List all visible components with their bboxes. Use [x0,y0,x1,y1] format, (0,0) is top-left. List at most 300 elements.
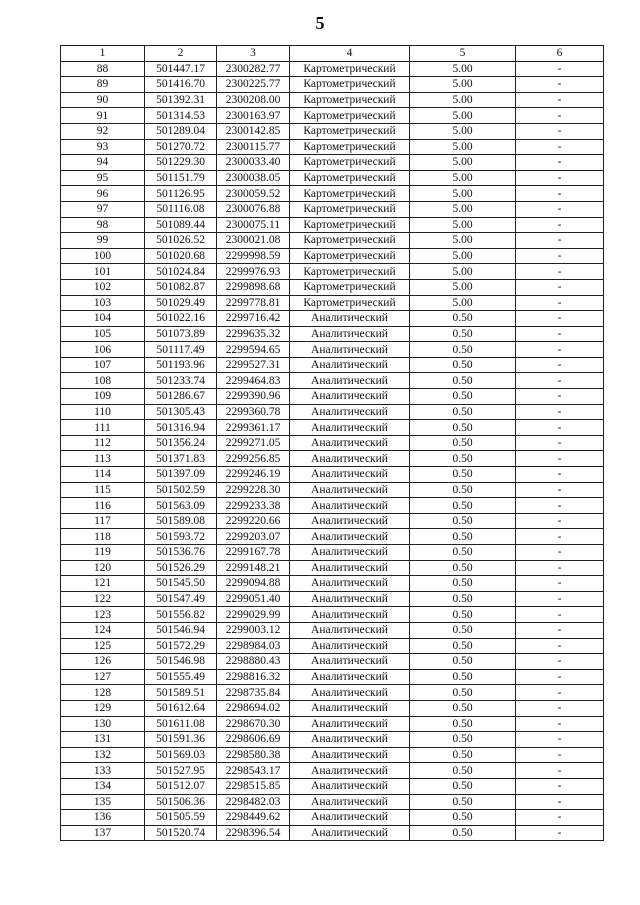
table-cell: 0.50 [410,373,516,389]
table-cell: 5.00 [410,248,516,264]
table-cell: 5.00 [410,201,516,217]
table-cell: 5.00 [410,217,516,233]
table-row [61,700,604,716]
table-cell: 501371.83 [145,451,217,467]
table-cell: 2298735.84 [217,685,290,701]
table-cell: 501572.29 [145,638,217,654]
table-cell: 121 [61,576,145,592]
table-cell: - [516,404,604,420]
table-cell: 501392.31 [145,92,217,108]
table-cell: 0.50 [410,545,516,561]
table-cell: - [516,155,604,171]
table-cell: 2300163.97 [217,108,290,124]
table-cell: Картометрический [290,217,410,233]
table-cell: Картометрический [290,77,410,93]
table-cell: 0.50 [410,404,516,420]
table-row [61,108,604,124]
table-cell: 2299594.65 [217,342,290,358]
table-row [61,342,604,358]
table-cell: 501314.53 [145,108,217,124]
table-cell: 5.00 [410,264,516,280]
table-cell: 89 [61,77,145,93]
table-cell: 501289.04 [145,123,217,139]
table-row [61,77,604,93]
table-cell: 111 [61,420,145,436]
table-cell: Картометрический [290,61,410,77]
table-row [61,435,604,451]
table-cell: 2300225.77 [217,77,290,93]
table-cell: - [516,279,604,295]
table-cell: Аналитический [290,700,410,716]
table-cell: Аналитический [290,342,410,358]
table-cell: 105 [61,326,145,342]
table-cell: 0.50 [410,467,516,483]
table-cell: 5.00 [410,295,516,311]
table-cell: Картометрический [290,92,410,108]
table-cell: 136 [61,810,145,826]
table-cell: Картометрический [290,264,410,280]
table-cell: Аналитический [290,591,410,607]
table-cell: Аналитический [290,763,410,779]
table-cell: - [516,342,604,358]
table-row [61,607,604,623]
table-cell: - [516,716,604,732]
table-cell: 131 [61,732,145,748]
table-row [61,654,604,670]
table-cell: 501536.76 [145,545,217,561]
table-cell: - [516,139,604,155]
table-cell: 2298449.62 [217,810,290,826]
table-cell: 97 [61,201,145,217]
table-cell: 501505.59 [145,810,217,826]
table-cell: Картометрический [290,279,410,295]
table-cell: 501502.59 [145,482,217,498]
table-cell: 93 [61,139,145,155]
table-cell: 5.00 [410,123,516,139]
table-cell: 0.50 [410,607,516,623]
table-row [61,513,604,529]
table-cell: 0.50 [410,342,516,358]
table-row [61,201,604,217]
table-cell: Картометрический [290,123,410,139]
table-row [61,233,604,249]
table-cell: 0.50 [410,389,516,405]
table-cell: 2299256.85 [217,451,290,467]
table-cell: 501082.87 [145,279,217,295]
table-cell: Картометрический [290,155,410,171]
table-cell: 2298580.38 [217,747,290,763]
table-cell: 2299094.88 [217,576,290,592]
table-cell: 501416.70 [145,77,217,93]
table-cell: 501611.08 [145,716,217,732]
table-cell: 501305.43 [145,404,217,420]
table-cell: Аналитический [290,389,410,405]
table-cell: - [516,311,604,327]
table-cell: 0.50 [410,591,516,607]
table-cell: 501116.08 [145,201,217,217]
table-row [61,186,604,202]
table-cell: 120 [61,560,145,576]
table-cell: 107 [61,357,145,373]
table-cell: 2300115.77 [217,139,290,155]
table-cell: 2300282.77 [217,61,290,77]
table-cell: 2299527.31 [217,357,290,373]
table-cell: 94 [61,155,145,171]
table-cell: 2300038.05 [217,170,290,186]
table-cell: 92 [61,123,145,139]
table-cell: Аналитический [290,529,410,545]
table-cell: 0.50 [410,654,516,670]
table-row [61,326,604,342]
table-row [61,716,604,732]
coordinates-table [60,45,604,841]
table-cell: Картометрический [290,201,410,217]
table-cell: 0.50 [410,669,516,685]
table-cell: 5.00 [410,92,516,108]
table-row [61,638,604,654]
table-cell: 2300076.88 [217,201,290,217]
table-cell: Аналитический [290,467,410,483]
table-cell: 2298482.03 [217,794,290,810]
table-row [61,591,604,607]
table-row [61,732,604,748]
table-cell: - [516,732,604,748]
table-cell: 5.00 [410,170,516,186]
table-cell: - [516,467,604,483]
table-cell: 5.00 [410,139,516,155]
table-cell: Аналитический [290,451,410,467]
table-cell: 2299778.81 [217,295,290,311]
table-cell: 501089.44 [145,217,217,233]
table-cell: 501563.09 [145,498,217,514]
table-row [61,685,604,701]
table-cell: - [516,264,604,280]
table-cell: 501073.89 [145,326,217,342]
table-row [61,123,604,139]
table-row [61,810,604,826]
table-cell: Аналитический [290,357,410,373]
table-cell: 0.50 [410,451,516,467]
table-cell: 2300059.52 [217,186,290,202]
table-cell: 2299998.59 [217,248,290,264]
table-cell: 2298543.17 [217,763,290,779]
table-cell: 2299390.96 [217,389,290,405]
table-cell: 501556.82 [145,607,217,623]
table-cell: Картометрический [290,295,410,311]
table-cell: 2298694.02 [217,700,290,716]
table-cell: Картометрический [290,186,410,202]
table-cell: 501356.24 [145,435,217,451]
table-cell: 0.50 [410,529,516,545]
table-cell: 119 [61,545,145,561]
table-cell: - [516,123,604,139]
table-cell: - [516,92,604,108]
table-cell: 501569.03 [145,747,217,763]
column-header: 1 [61,46,145,62]
table-cell: 0.50 [410,778,516,794]
table-cell: 0.50 [410,326,516,342]
table-row [61,170,604,186]
table-cell: 501233.74 [145,373,217,389]
table-cell: 2298606.69 [217,732,290,748]
table-cell: Аналитический [290,669,410,685]
table-cell: - [516,326,604,342]
table-cell: 104 [61,311,145,327]
table-cell: 0.50 [410,732,516,748]
table-cell: Аналитический [290,482,410,498]
table-cell: 2300033.40 [217,155,290,171]
table-cell: 501589.51 [145,685,217,701]
table-cell: 0.50 [410,560,516,576]
table-cell: 501520.74 [145,825,217,841]
table-cell: 101 [61,264,145,280]
table-cell: 108 [61,373,145,389]
table-cell: 129 [61,700,145,716]
column-header: 6 [516,46,604,62]
table-cell: 501555.49 [145,669,217,685]
table-cell: 98 [61,217,145,233]
table-cell: 501024.84 [145,264,217,280]
table-cell: 5.00 [410,155,516,171]
table-cell: 501316.94 [145,420,217,436]
table-cell: - [516,201,604,217]
table-cell: 501029.49 [145,295,217,311]
table-cell: - [516,389,604,405]
table-cell: 2299228.30 [217,482,290,498]
table-cell: 2299976.93 [217,264,290,280]
table-cell: 127 [61,669,145,685]
table-row [61,404,604,420]
table-cell: 501546.98 [145,654,217,670]
table-cell: 0.50 [410,794,516,810]
table-cell: Аналитический [290,732,410,748]
table-cell: 122 [61,591,145,607]
column-header: 4 [290,46,410,62]
table-cell: 113 [61,451,145,467]
table-cell: - [516,747,604,763]
column-header: 3 [217,46,290,62]
table-row [61,622,604,638]
table-cell: 137 [61,825,145,841]
table-cell: 501591.36 [145,732,217,748]
table-cell: 128 [61,685,145,701]
table-cell: Аналитический [290,778,410,794]
table-row [61,794,604,810]
table-cell: 501020.68 [145,248,217,264]
table-row [61,357,604,373]
table-cell: 114 [61,467,145,483]
table-cell: 2300208.00 [217,92,290,108]
table-cell: 90 [61,92,145,108]
table-cell: Картометрический [290,170,410,186]
table-cell: 501151.79 [145,170,217,186]
table-cell: - [516,233,604,249]
table-cell: 501026.52 [145,233,217,249]
table-cell: 2299233.38 [217,498,290,514]
table-cell: Аналитический [290,825,410,841]
table-cell: - [516,560,604,576]
table-row [61,248,604,264]
table-cell: Аналитический [290,560,410,576]
table-cell: Аналитический [290,607,410,623]
table-cell: 0.50 [410,357,516,373]
table-cell: 0.50 [410,716,516,732]
table-row [61,498,604,514]
table-cell: 0.50 [410,763,516,779]
table-cell: 501546.94 [145,622,217,638]
table-cell: 0.50 [410,435,516,451]
table-cell: - [516,482,604,498]
table-cell: Аналитический [290,513,410,529]
table-cell: 501526.29 [145,560,217,576]
table-cell: 501022.16 [145,311,217,327]
table-cell: - [516,607,604,623]
table-cell: - [516,513,604,529]
table-cell: 2298396.54 [217,825,290,841]
table-cell: 116 [61,498,145,514]
table-cell: 96 [61,186,145,202]
table-cell: Аналитический [290,576,410,592]
table-cell: - [516,217,604,233]
table-cell: 2299203.07 [217,529,290,545]
table-cell: 501126.95 [145,186,217,202]
table-cell: 103 [61,295,145,311]
table-cell: 134 [61,778,145,794]
table-cell: - [516,295,604,311]
table-cell: - [516,825,604,841]
table-cell: Аналитический [290,404,410,420]
table-cell: 5.00 [410,77,516,93]
table-cell: 2298816.32 [217,669,290,685]
table-row [61,217,604,233]
table-cell: 2298670.30 [217,716,290,732]
table-cell: 2299716.42 [217,311,290,327]
table-cell: - [516,591,604,607]
table-row [61,576,604,592]
table-cell: Аналитический [290,435,410,451]
table-cell: - [516,638,604,654]
table-cell: - [516,778,604,794]
table-cell: 2299635.32 [217,326,290,342]
table-cell: 0.50 [410,622,516,638]
table-cell: 501547.49 [145,591,217,607]
table-cell: 2298515.85 [217,778,290,794]
table-cell: - [516,810,604,826]
table-cell: 501117.49 [145,342,217,358]
table-cell: 0.50 [410,311,516,327]
table-cell: 126 [61,654,145,670]
table-row [61,420,604,436]
table-row [61,389,604,405]
page-number: 5 [315,13,325,33]
table-row [61,61,604,77]
table-cell: 106 [61,342,145,358]
table-cell: Аналитический [290,685,410,701]
table-cell: 2299898.68 [217,279,290,295]
table-cell: 112 [61,435,145,451]
table-cell: - [516,576,604,592]
table-cell: - [516,529,604,545]
table-row [61,669,604,685]
table-cell: - [516,685,604,701]
table-cell: Аналитический [290,311,410,327]
table-cell: 2299029.99 [217,607,290,623]
table-cell: 109 [61,389,145,405]
table-cell: Аналитический [290,794,410,810]
table-cell: 501612.64 [145,700,217,716]
table-cell: 5.00 [410,279,516,295]
table-cell: 0.50 [410,420,516,436]
table-cell: 0.50 [410,576,516,592]
table-cell: 501506.36 [145,794,217,810]
table-cell: 501447.17 [145,61,217,77]
table-cell: - [516,794,604,810]
table-row [61,264,604,280]
table-cell: 0.50 [410,700,516,716]
table-cell: Аналитический [290,810,410,826]
table-cell: 5.00 [410,233,516,249]
table-cell: 2299246.19 [217,467,290,483]
table-header-row [61,46,604,62]
table-cell: 2299361.17 [217,420,290,436]
table-cell: 2300075.11 [217,217,290,233]
table-cell: - [516,373,604,389]
table-cell: Аналитический [290,654,410,670]
table-cell: - [516,545,604,561]
table-cell: - [516,420,604,436]
table-cell: 2299464.83 [217,373,290,389]
table-row [61,279,604,295]
table-cell: Картометрический [290,139,410,155]
table-cell: 0.50 [410,513,516,529]
table-cell: 88 [61,61,145,77]
table-cell: 124 [61,622,145,638]
table-row [61,139,604,155]
table-row [61,560,604,576]
table-cell: 118 [61,529,145,545]
table-row [61,482,604,498]
table-cell: 5.00 [410,61,516,77]
table-cell: - [516,622,604,638]
table-cell: Картометрический [290,248,410,264]
table-cell: - [516,700,604,716]
table-cell: 133 [61,763,145,779]
table-cell: Аналитический [290,622,410,638]
table-cell: 501545.50 [145,576,217,592]
table-row [61,373,604,389]
table-cell: 0.50 [410,747,516,763]
table-cell: 0.50 [410,638,516,654]
table-cell: - [516,498,604,514]
table-cell: Картометрический [290,233,410,249]
table-cell: 501193.96 [145,357,217,373]
table-cell: 2299220.66 [217,513,290,529]
table-row [61,529,604,545]
table-cell: - [516,357,604,373]
table-cell: - [516,108,604,124]
table-cell: 2299003.12 [217,622,290,638]
table-cell: 110 [61,404,145,420]
table-cell: 95 [61,170,145,186]
table-cell: - [516,77,604,93]
table-row [61,295,604,311]
table-cell: Аналитический [290,747,410,763]
table-cell: 2299051.40 [217,591,290,607]
table-cell: 0.50 [410,825,516,841]
table-cell: 501527.95 [145,763,217,779]
table-cell: 0.50 [410,810,516,826]
table-cell: Аналитический [290,716,410,732]
